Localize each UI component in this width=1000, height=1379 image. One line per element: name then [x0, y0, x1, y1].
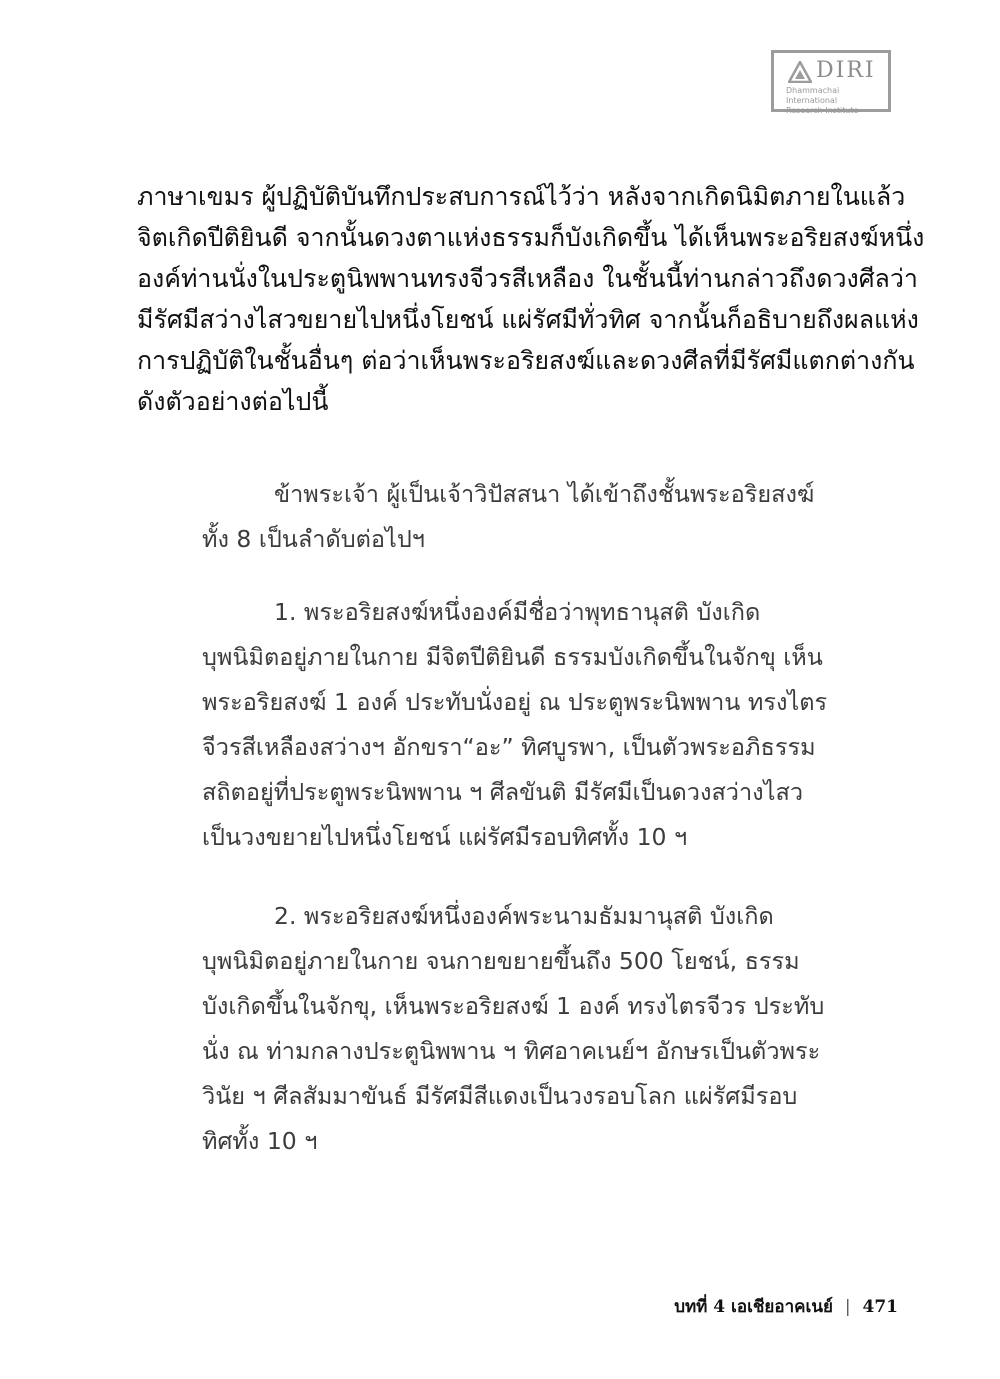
quote-line: 2. พระอริยสงฆ์หนึ่งองค์พระนามธัมมานุสติ บังเกิด: [274, 902, 774, 930]
quote-line: วินัย ฯ ศีลสัมมาขันธ์ มีรัศมีสีแดงเป็นวงรอบโลก แผ่รัศมีรอบ: [202, 1082, 798, 1110]
diri-logo: [771, 50, 891, 115]
quote-intro: [202, 472, 832, 562]
quote-item-2: [202, 894, 832, 1164]
logo-subtitle-line1: Dhammachai International: [786, 86, 840, 105]
quote-line: บุพนิมิตอยู่ภายในกาย มีจิตปีติยินดี ธรรมบังเกิดขึ้นในจักขุ เห็น: [202, 643, 823, 671]
intro-line: มีรัศมีสว่างไสวขยายไปหนึ่งโยชน์ แผ่รัศมีทั่วทิศ จากนั้นก็อธิบายถึงผลแห่ง: [137, 305, 919, 334]
page-footer: [674, 1293, 898, 1320]
logo-name: DIRI: [816, 58, 876, 83]
intro-line: จิตเกิดปีติยินดี จากนั้นดวงตาแห่งธรรมก็บังเกิดขึ้น ได้เห็นพระอริยสงฆ์หนึ่ง: [137, 223, 925, 252]
quote-line: เป็นวงขยายไปหนึ่งโยชน์ แผ่รัศมีรอบทิศทั้ง 10 ฯ: [202, 823, 688, 851]
quote-line: นั่ง ณ ท่ามกลางประตูนิพพาน ฯ ทิศอาคเนย์ฯ อักษรเป็นตัวพระ: [202, 1037, 821, 1065]
intro-line: ภาษาเขมร ผู้ปฏิบัติบันทึกประสบการณ์ไว้ว่า หลังจากเกิดนิมิตภายในแล้ว: [137, 182, 906, 211]
quote-line: 1. พระอริยสงฆ์หนึ่งองค์มีชื่อว่าพุทธานุสติ บังเกิด: [274, 598, 761, 626]
page-number: 471: [862, 1297, 898, 1317]
quote-item-1: [202, 590, 832, 860]
intro-line: องค์ท่านนั่งในประตูนิพพานทรงจีวรสีเหลือง ในชั้นนี้ท่านกล่าวถึงดวงศีลว่า: [137, 264, 918, 293]
quote-line: ทิศทั้ง 10 ฯ: [202, 1127, 318, 1155]
logo-subtitle-line2: Research Institute: [786, 106, 859, 115]
quote-line: จีวรสีเหลืองสว่างฯ อักขรา“อะ” ทิศบูรพา, เป็นตัวพระอภิธรรม: [202, 733, 816, 761]
quote-line: บุพนิมิตอยู่ภายในกาย จนกายขยายขึ้นถึง 500 โยชน์, ธรรม: [202, 947, 800, 975]
quote-line: สถิตอยู่ที่ประตูพระนิพพาน ฯ ศีลขันติ มีรัศมีเป็นดวงสว่างไสว: [202, 778, 804, 806]
quote-line: ข้าพระเจ้า ผู้เป็นเจ้าวิปัสสนา ได้เข้าถึงชั้นพระอริยสงฆ์: [274, 480, 815, 508]
dhammachai-triangle-icon: [788, 61, 812, 83]
intro-line: ดังตัวอย่างต่อไปนี้: [137, 387, 329, 416]
quote-line: ทั้ง 8 เป็นลำดับต่อไปฯ: [202, 525, 425, 553]
quote-line: บังเกิดขึ้นในจักขุ, เห็นพระอริยสงฆ์ 1 องค์ ทรงไตรจีวร ประทับ: [202, 992, 825, 1020]
intro-line: การปฏิบัติในชั้นอื่นๆ ต่อว่าเห็นพระอริยสงฆ์และดวงศีลที่มีรัศมีแตกต่างกัน: [137, 346, 915, 375]
quote-line: พระอริยสงฆ์ 1 องค์ ประทับนั่งอยู่ ณ ประตูพระนิพพาน ทรงไตร: [202, 688, 828, 716]
footer-separator: |: [844, 1297, 851, 1317]
intro-paragraph: [137, 176, 925, 422]
chapter-title: บทที่ 4 เอเชียอาคเนย์: [674, 1297, 833, 1317]
logo-subtitle: [786, 86, 882, 116]
